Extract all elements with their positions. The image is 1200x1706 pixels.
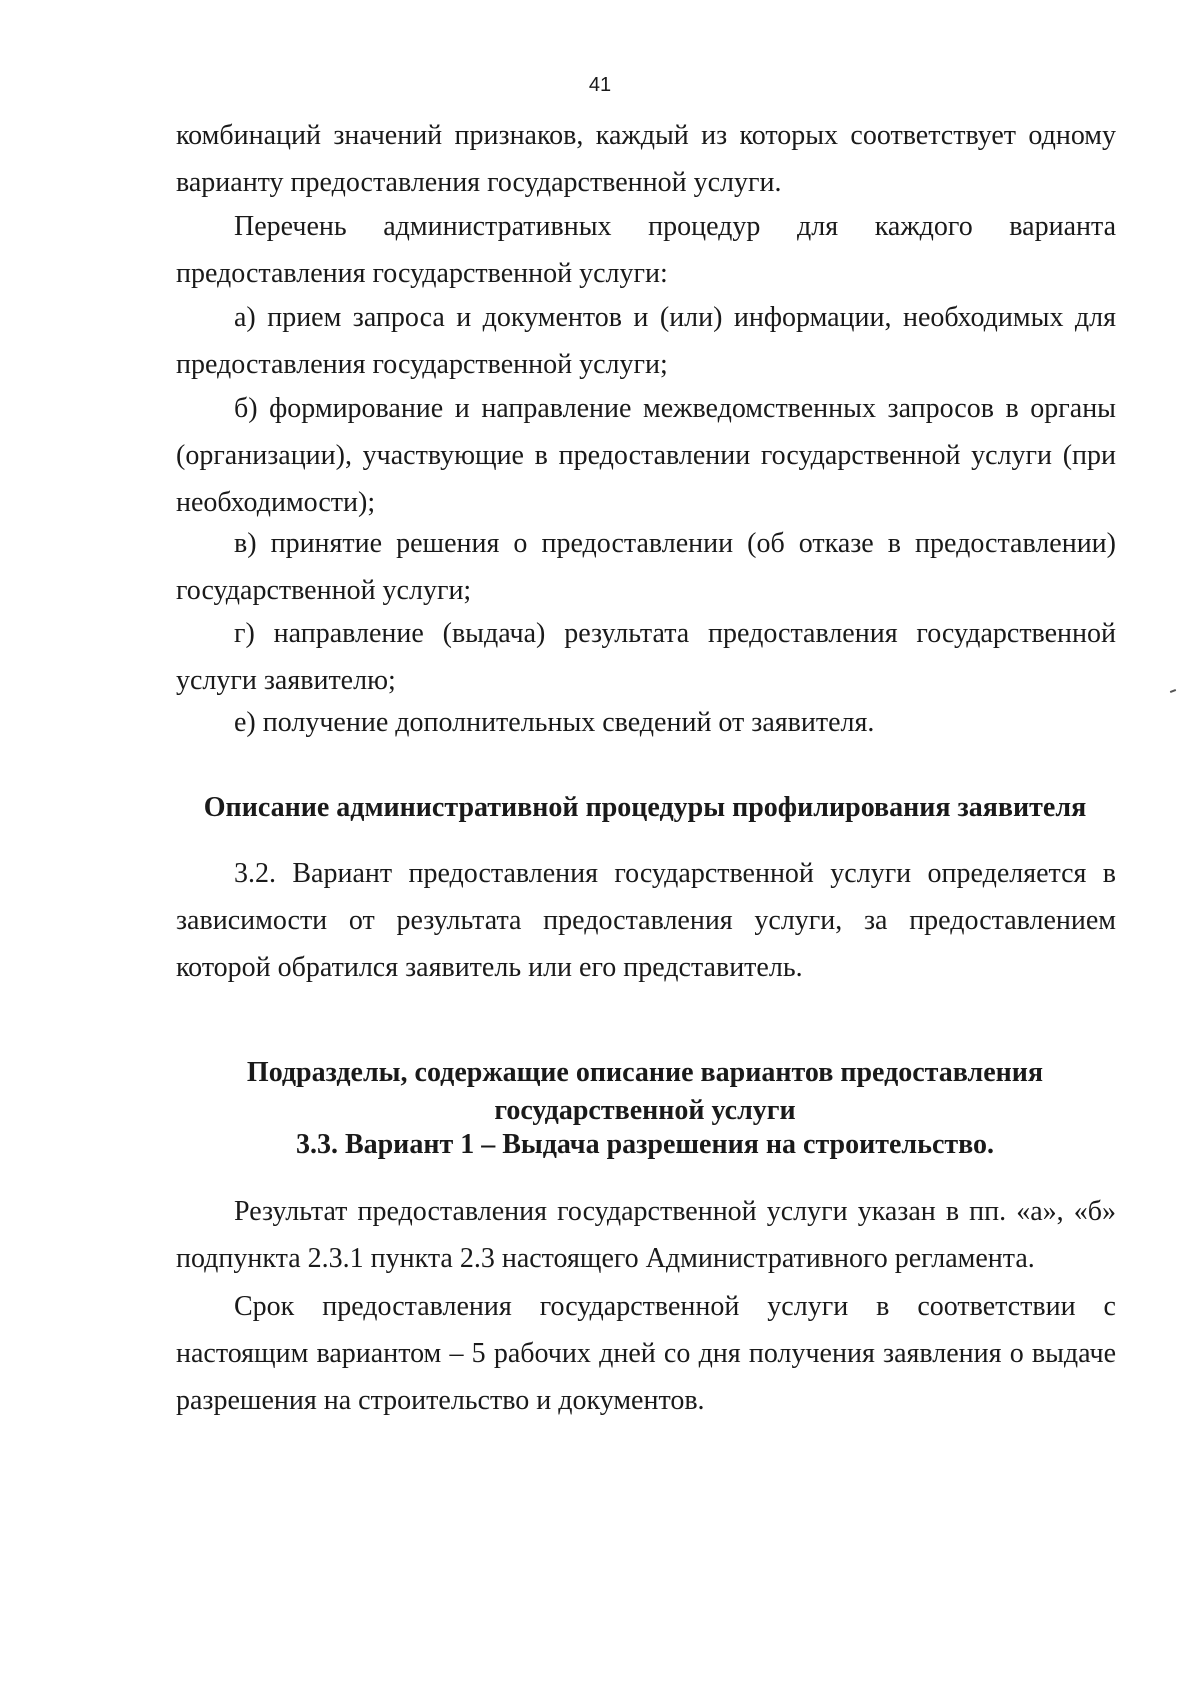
list-item-a: а) прием запроса и документов и (или) информации, необходимых для предоставления государственной услуги;: [176, 302, 1116, 380]
list-item-b: б) формирование и направление межведомственных запросов в органы (организации), участвующие в предоставлении государственной услуги (при необходимости);: [176, 393, 1116, 518]
section-heading-profiling: Описание административной процедуры профилирования заявителя: [203, 792, 1087, 823]
paragraph-3-2: 3.2. Вариант предоставления государственной услуги определяется в зависимости от результата предоставления услуги, за предоставлением которой обратился заявитель или его представитель.: [176, 858, 1116, 983]
paragraph-result: Результат предоставления государственной услуги указан в пп. «а», «б» подпункта 2.3.1 пункта 2.3 настоящего Административного регламента.: [176, 1196, 1116, 1274]
list-item-e: е) получение дополнительных сведений от заявителя.: [234, 707, 875, 738]
paragraph-term: Срок предоставления государственной услуги в соответствии с настоящим вариантом – 5 рабочих дней со дня получения заявления о выдаче разрешения на строительство и документов.: [176, 1291, 1116, 1416]
paragraph-continuation: комбинаций значений признаков, каждый из которых соответствует одному варианту предоставления государственной услуги.: [176, 120, 1116, 198]
subsection-heading-3-3: 3.3. Вариант 1 – Выдача разрешения на строительство.: [295, 1129, 995, 1160]
list-item-v: в) принятие решения о предоставлении (об отказе в предоставлении) государственной услуги;: [176, 528, 1116, 606]
paragraph-procedures-list-intro: Перечень административных процедур для каждого варианта предоставления государственной услуги:: [176, 211, 1116, 289]
list-item-g: г) направление (выдача) результата предоставления государственной услуги заявителю;: [176, 618, 1116, 696]
scan-artifact-mark: [1170, 689, 1176, 693]
page-number: 41: [588, 74, 612, 96]
section-heading-variants: Подразделы, содержащие описание вариантов предоставления государственной услуги: [246, 1057, 1044, 1126]
